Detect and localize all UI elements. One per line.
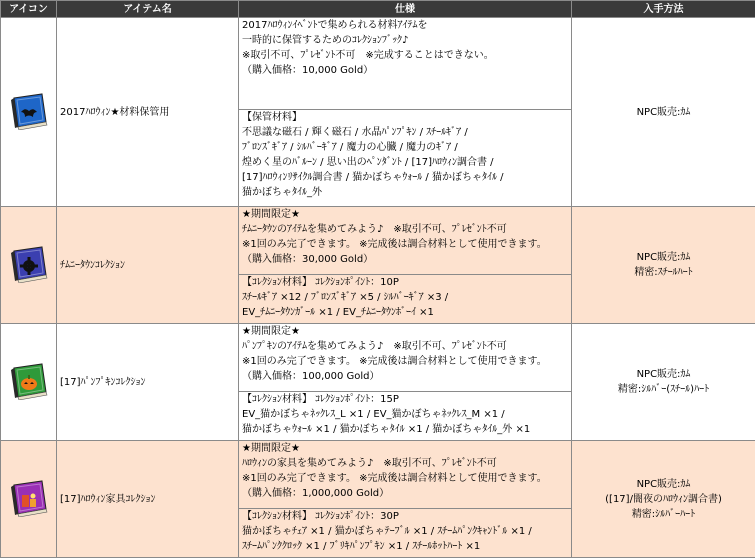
spec-line: ※取引不可、ﾌﾟﾚｾﾞﾝﾄ不可 ※完成することはできない。 — [242, 48, 568, 63]
spec-line: ★期間限定★ — [242, 441, 568, 456]
item-icon-cell — [1, 18, 57, 207]
spec-line: ★期間限定★ — [242, 324, 568, 339]
material-line: 【保管材料】 — [242, 110, 568, 125]
spec-line: 一時的に保管するためのｺﾚｸｼｮﾝﾌﾞｯｸ♪ — [242, 33, 568, 48]
acquire-line: NPC販売:ｶﾑ — [572, 250, 755, 265]
furniture-book-icon — [8, 477, 50, 517]
acquire-line: NPC販売:ｶﾑ — [572, 367, 755, 382]
header-icon: アイコン — [1, 1, 57, 18]
spec-line: （購入価格：1,000,000 Gold） — [242, 486, 568, 501]
acquire-method — [572, 441, 755, 558]
item-icon-cell — [1, 207, 57, 324]
spec-line: ※1回のみ完了できます。 ※完成後は調合材料として使用できます。 — [242, 471, 568, 486]
acquire-line: 精密:ｽﾁｰﾙﾊｰﾄ — [572, 265, 755, 280]
material-line: ｽﾁｰﾙｷﾞｱ ×12 / ﾌﾞﾛﾝｽﾞｷﾞｱ ×5 / ｼﾙﾊﾞｰｷﾞｱ ×3 / — [242, 290, 568, 305]
material-line: 猫かぼちゃﾀｲﾙ_外 — [242, 185, 568, 200]
item-name: [17]ﾊﾛｳｨﾝ家具ｺﾚｸｼｮﾝ — [57, 441, 239, 558]
item-name: 2017ﾊﾛｳｨﾝ★材料保管用 — [57, 18, 239, 207]
acquire-line: 精密:ｼﾙﾊﾞｰﾊｰﾄ — [572, 507, 755, 522]
acquire-method — [572, 18, 755, 207]
header-spec: 仕様 — [239, 1, 572, 18]
table-row — [1, 18, 755, 110]
material-line: 【ｺﾚｸｼｮﾝ材料】 ｺﾚｸｼｮﾝﾎﾟｲﾝﾄ：30P — [242, 509, 568, 524]
spec-materials — [239, 110, 572, 207]
spec-line: ※1回のみ完了できます。 ※完成後は調合材料として使用できます。 — [242, 237, 568, 252]
material-line: 煌めく星のﾊﾞﾙｰﾝ / 思い出のﾍﾟﾝﾀﾞﾝﾄ / [17]ﾊﾛｳｨﾝ調合書 / — [242, 155, 568, 170]
material-line: 猫かぼちゃﾁｪｱ ×1 / 猫かぼちゃﾃｰﾌﾞﾙ ×1 / ｽﾁｰﾑﾊﾟﾝｸｷｬﾝﾄﾞﾙ ×1 / — [242, 524, 568, 539]
acquire-line: NPC販売:ｶﾑ — [572, 105, 755, 120]
header-row — [1, 1, 755, 18]
spec-materials — [239, 275, 572, 324]
header-name: アイテム名 — [57, 1, 239, 18]
material-line: 不思議な磁石 / 輝く磁石 / 水晶ﾊﾟﾝﾌﾟｷﾝ / ｽﾁｰﾙｷﾞｱ / — [242, 125, 568, 140]
spec-line: ﾊﾟﾝﾌﾟｷﾝのｱｲﾃﾑを集めてみよう♪ ※取引不可、ﾌﾟﾚｾﾞﾝﾄ不可 — [242, 339, 568, 354]
pumpkin-book-icon — [8, 360, 50, 400]
header-acquire: 入手方法 — [572, 1, 755, 18]
table-row — [1, 441, 755, 509]
material-line: EV_猫かぼちゃﾈｯｸﾚｽ_L ×1 / EV_猫かぼちゃﾈｯｸﾚｽ_M ×1 / — [242, 407, 568, 422]
spec-line: （購入価格：10,000 Gold） — [242, 63, 568, 78]
material-line: 【ｺﾚｸｼｮﾝ材料】 ｺﾚｸｼｮﾝﾎﾟｲﾝﾄ：15P — [242, 392, 568, 407]
table-row — [1, 207, 755, 275]
material-line: EV_ﾁﾑﾆｰﾀｳﾝｶﾞｰﾙ ×1 / EV_ﾁﾑﾆｰﾀｳﾝﾎﾞｰｲ ×1 — [242, 305, 568, 320]
spec-description — [239, 441, 572, 509]
item-icon-cell — [1, 324, 57, 441]
spec-line: （購入価格：30,000 Gold） — [242, 252, 568, 267]
material-line: [17]ﾊﾛｳｨﾝﾘｻｲｸﾙ調合書 / 猫かぼちゃｳｫｰﾙ / 猫かぼちゃﾀｲﾙ / — [242, 170, 568, 185]
spec-description — [239, 207, 572, 275]
item-name: [17]ﾊﾟﾝﾌﾟｷﾝｺﾚｸｼｮﾝ — [57, 324, 239, 441]
material-line: 【ｺﾚｸｼｮﾝ材料】 ｺﾚｸｼｮﾝﾎﾟｲﾝﾄ：10P — [242, 275, 568, 290]
acquire-line: ([17]/闇夜のﾊﾛｳｨﾝ調合書) — [572, 492, 755, 507]
spec-materials — [239, 392, 572, 441]
halloween-bat-book-icon — [8, 90, 50, 130]
material-line: ﾌﾞﾛﾝｽﾞｷﾞｱ / ｼﾙﾊﾞｰｷﾞｱ / 魔力の心臓 / 魔力のｷﾞｱ / — [242, 140, 568, 155]
item-icon-cell — [1, 441, 57, 558]
gear-book-icon — [8, 243, 50, 283]
spec-materials — [239, 509, 572, 558]
spec-line: （購入価格：100,000 Gold） — [242, 369, 568, 384]
item-name: ﾁﾑﾆｰﾀｳﾝｺﾚｸｼｮﾝ — [57, 207, 239, 324]
table-row — [1, 324, 755, 392]
spec-line: ﾁﾑﾆｰﾀｳﾝのｱｲﾃﾑを集めてみよう♪ ※取引不可、ﾌﾟﾚｾﾞﾝﾄ不可 — [242, 222, 568, 237]
spec-line: ﾊﾛｳｨﾝの家具を集めてみよう♪ ※取引不可、ﾌﾟﾚｾﾞﾝﾄ不可 — [242, 456, 568, 471]
spec-description — [239, 18, 572, 110]
acquire-method — [572, 207, 755, 324]
acquire-method — [572, 324, 755, 441]
spec-line: 2017ﾊﾛｳｨﾝｲﾍﾞﾝﾄで集められる材料ｱｲﾃﾑを — [242, 18, 568, 33]
material-line: ｽﾁｰﾑﾊﾟﾝｸｸﾛｯｸ ×1 / ﾌﾞﾘｷﾊﾟﾝﾌﾟｷﾝ ×1 / ｽﾁｰﾙﾎｯﾄﾊｰﾄ ×1 — [242, 539, 568, 554]
acquire-line: 精密:ｼﾙﾊﾞｰ(ｽﾁｰﾙ)ﾊｰﾄ — [572, 382, 755, 397]
material-line: 猫かぼちゃｳｫｰﾙ ×1 / 猫かぼちゃﾀｲﾙ ×1 / 猫かぼちゃﾀｲﾙ_外 ×1 — [242, 422, 568, 437]
spec-line: ※1回のみ完了できます。 ※完成後は調合材料として使用できます。 — [242, 354, 568, 369]
acquire-line: NPC販売:ｶﾑ — [572, 477, 755, 492]
spec-line: ★期間限定★ — [242, 207, 568, 222]
spec-description — [239, 324, 572, 392]
